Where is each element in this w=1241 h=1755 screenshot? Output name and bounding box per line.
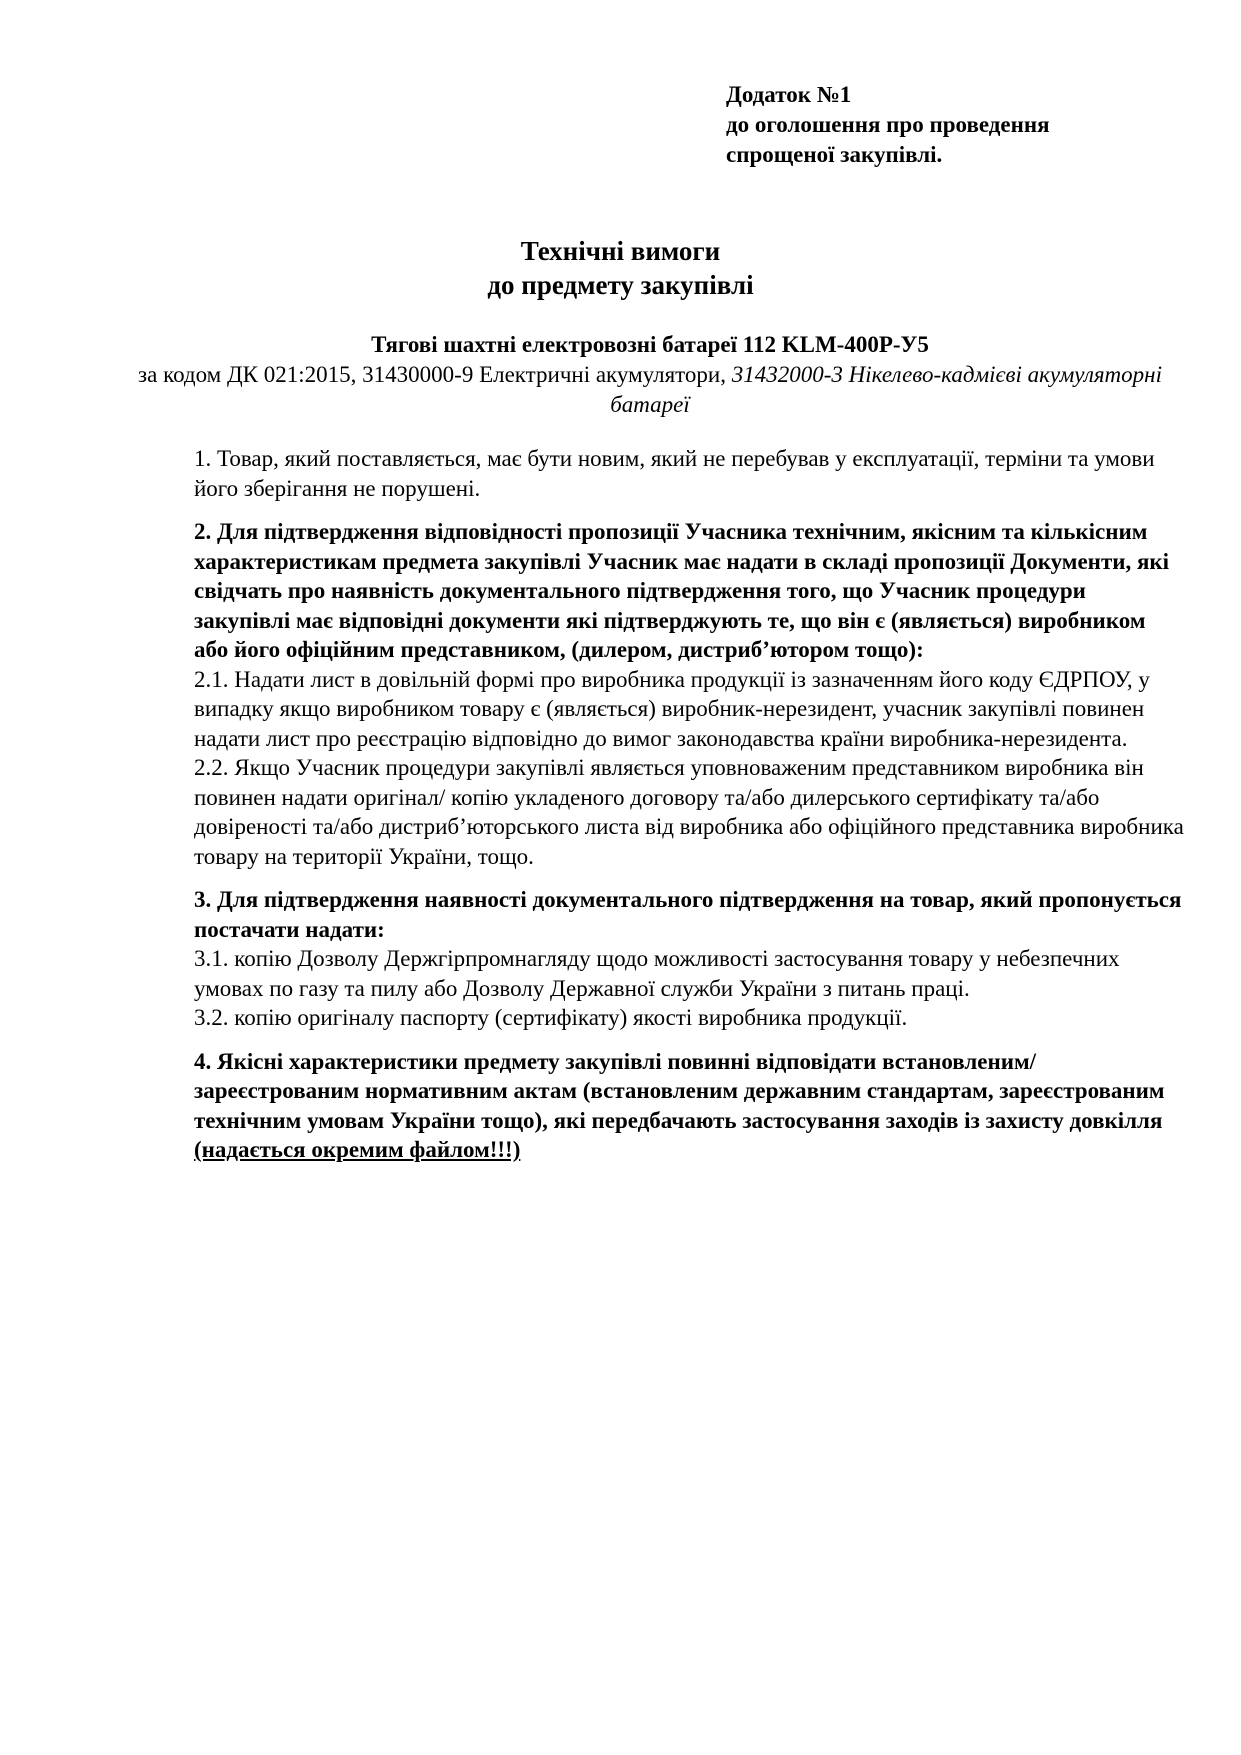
section-4 (194, 1047, 1184, 1165)
title-line-1: Технічні вимоги (520, 236, 721, 266)
subject-code-italic: 31432000-3 Нікелево-кадмієві акумуляторні батареї (610, 362, 1162, 417)
annex-line-3: спрощеної закупівлі. (726, 142, 943, 167)
section-1: 1. Товар, який поставляється, має бути новим, який не перебував у експлуатації, терміни та умови його зберігання не порушені. (194, 446, 1155, 501)
subject-name: Тягові шахтні електровозні батареї 112 KLM-400P-У5 (371, 332, 929, 357)
section-3-heading: 3. Для підтвердження наявності документального підтвердження на товар, який пропонується постачати надати: (194, 887, 1182, 942)
section-4-text: 4. Якісні характеристики предмету закупівлі повинні відповідати встановленим/зареєстрованим нормативним актам (встановленим державним стандартам, зареєстрованим технічним умовам України тощо), які передбачають застосування заходів із захисту довкілля (194, 1048, 1165, 1133)
section-4-note: (надається окремим файлом!!!) (194, 1137, 521, 1162)
section-3-1: 3.1. копію Дозволу Держгірпромнагляду щодо можливості застосування товару у небезпечних умовах по газу та пилу або Дозволу Державної служби України з питань праці. (194, 946, 1120, 1001)
annex-block (726, 80, 1196, 170)
subject-code-plain: за кодом ДК 021:2015, 31430000-9 Електричні акумулятори, (138, 362, 732, 387)
subject-code (130, 360, 1170, 420)
annex-line-2: до оголошення про проведення (726, 112, 1050, 137)
section-2-1: 2.1. Надати лист в довільній формі про виробника продукції із зазначенням його коду ЄДРПОУ, у випадку якщо виробником товару є (являється) виробник-нерезидент, учасник закупівлі повинен надати лист про реєстрацію відповідно до вимог законодавства країни виробника-нерезидента. (194, 666, 1150, 751)
requirements-body (194, 444, 1184, 1165)
section-2-2: 2.2. Якщо Учасник процедури закупівлі являється уповноваженим представником виробника він повинен надати оригінал/ копію укладеного договору та/або дилерського сертифікату та/або довіреності та/або дистриб’юторського листа від виробника або офіційного представника виробника товару на території України, тощо. (194, 755, 1184, 869)
title-line-2: до предмету закупівлі (487, 270, 754, 300)
annex-number: Додаток №1 (726, 82, 852, 107)
document-title (0, 234, 1241, 302)
section-3-2: 3.2. копію оригіналу паспорту (сертифікату) якості виробника продукції. (194, 1005, 908, 1030)
procurement-subject (130, 330, 1170, 420)
section-2-heading: 2. Для підтвердження відповідності пропозиції Учасника технічним, якісним та кількісним характеристикам предмета закупівлі Учасник має надати в складі пропозиції Документи, які свідчать про наявність документального підтвердження того, що Учасник процедури закупівлі має відповідні документи які підтверджують те, що він є (являється) виробником або його офіційним представником, (дилером, дистриб’ютором тощо): (194, 519, 1170, 662)
